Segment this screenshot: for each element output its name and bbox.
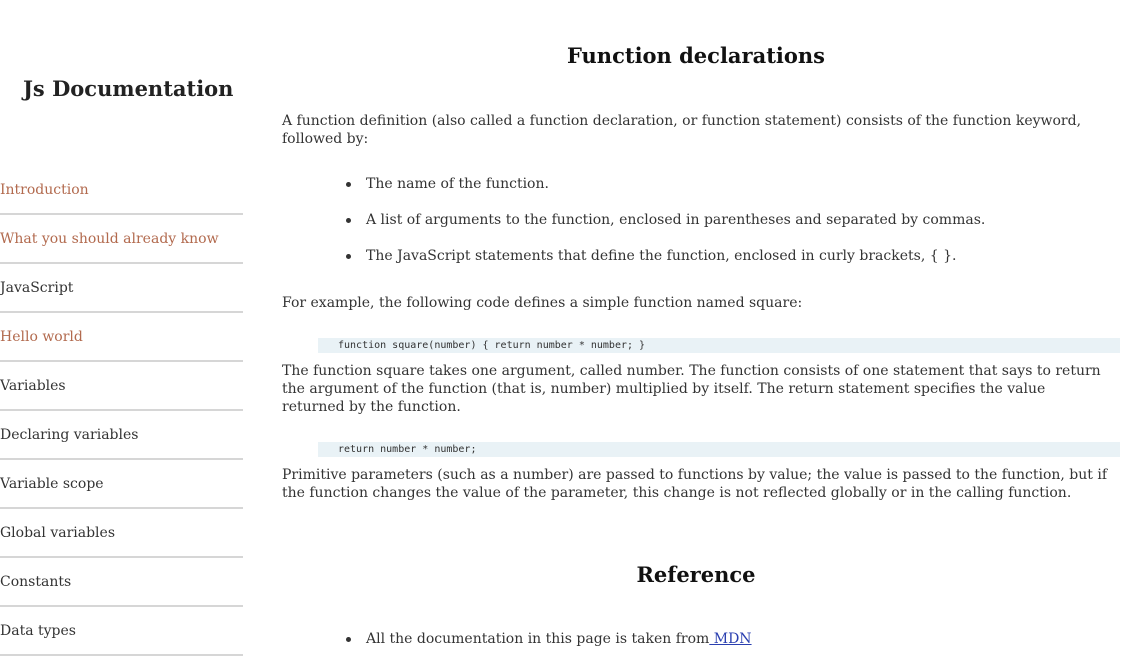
list-item: The name of the function. <box>346 175 985 211</box>
nav-link-variable-scope[interactable]: Variable scope <box>0 475 104 492</box>
list-item: The JavaScript statements that define the function, enclosed in curly brackets, { }. <box>346 247 985 283</box>
paragraph: Primitive parameters (such as a number) are passed to functions by value; the value is passed to the function, but if the function changes the value of the parameter, this change is not reflected globally or in the calling function. <box>282 467 1108 501</box>
mdn-link[interactable]: MDN <box>709 631 752 647</box>
nav-list <box>0 166 243 656</box>
reference-list <box>346 630 752 666</box>
nav-link-introduction[interactable]: Introduction <box>0 181 89 198</box>
nav-link-variables[interactable]: Variables <box>0 377 66 394</box>
nav-title: Js Documentation <box>23 76 234 101</box>
nav-item <box>0 362 243 411</box>
nav-item <box>0 264 243 313</box>
list-item <box>346 630 752 666</box>
code-block: function square(number) { return number * number; } <box>318 338 1120 353</box>
nav-link-constants[interactable]: Constants <box>0 573 72 590</box>
section-title: Function declarations <box>567 43 825 68</box>
nav-link-javascript[interactable]: JavaScript <box>0 279 74 296</box>
list-item: A list of arguments to the function, enclosed in parentheses and separated by commas. <box>346 211 985 247</box>
nav-link-what-you-should-already-know[interactable]: What you should already know <box>0 230 219 247</box>
intro-paragraph: A function definition (also called a function declaration, or function statement) consists of the function keyword, followed by: <box>282 113 1082 147</box>
sidebar-nav <box>0 0 243 666</box>
nav-item <box>0 460 243 509</box>
code-block: return number * number; <box>318 442 1120 457</box>
bullet-list <box>346 175 985 283</box>
reference-text: All the documentation in this page is taken from <box>366 631 710 647</box>
nav-item <box>0 411 243 460</box>
reference-title: Reference <box>636 562 756 587</box>
nav-item <box>0 215 243 264</box>
nav-item <box>0 558 243 607</box>
nav-item <box>0 313 243 362</box>
nav-item <box>0 166 243 215</box>
nav-item <box>0 509 243 558</box>
nav-link-global-variables[interactable]: Global variables <box>0 524 116 541</box>
nav-link-data-types[interactable]: Data types <box>0 622 76 639</box>
nav-item <box>0 607 243 656</box>
nav-link-hello-world[interactable]: Hello world <box>0 328 83 345</box>
paragraph: The function square takes one argument, called number. The function consists of one statement that says to return the argument of the function (that is, number) multiplied by itself. The return statement specifies the value returned by the function. <box>282 363 1101 415</box>
nav-link-declaring-variables[interactable]: Declaring variables <box>0 426 139 443</box>
example-intro: For example, the following code defines a simple function named square: <box>282 295 803 311</box>
